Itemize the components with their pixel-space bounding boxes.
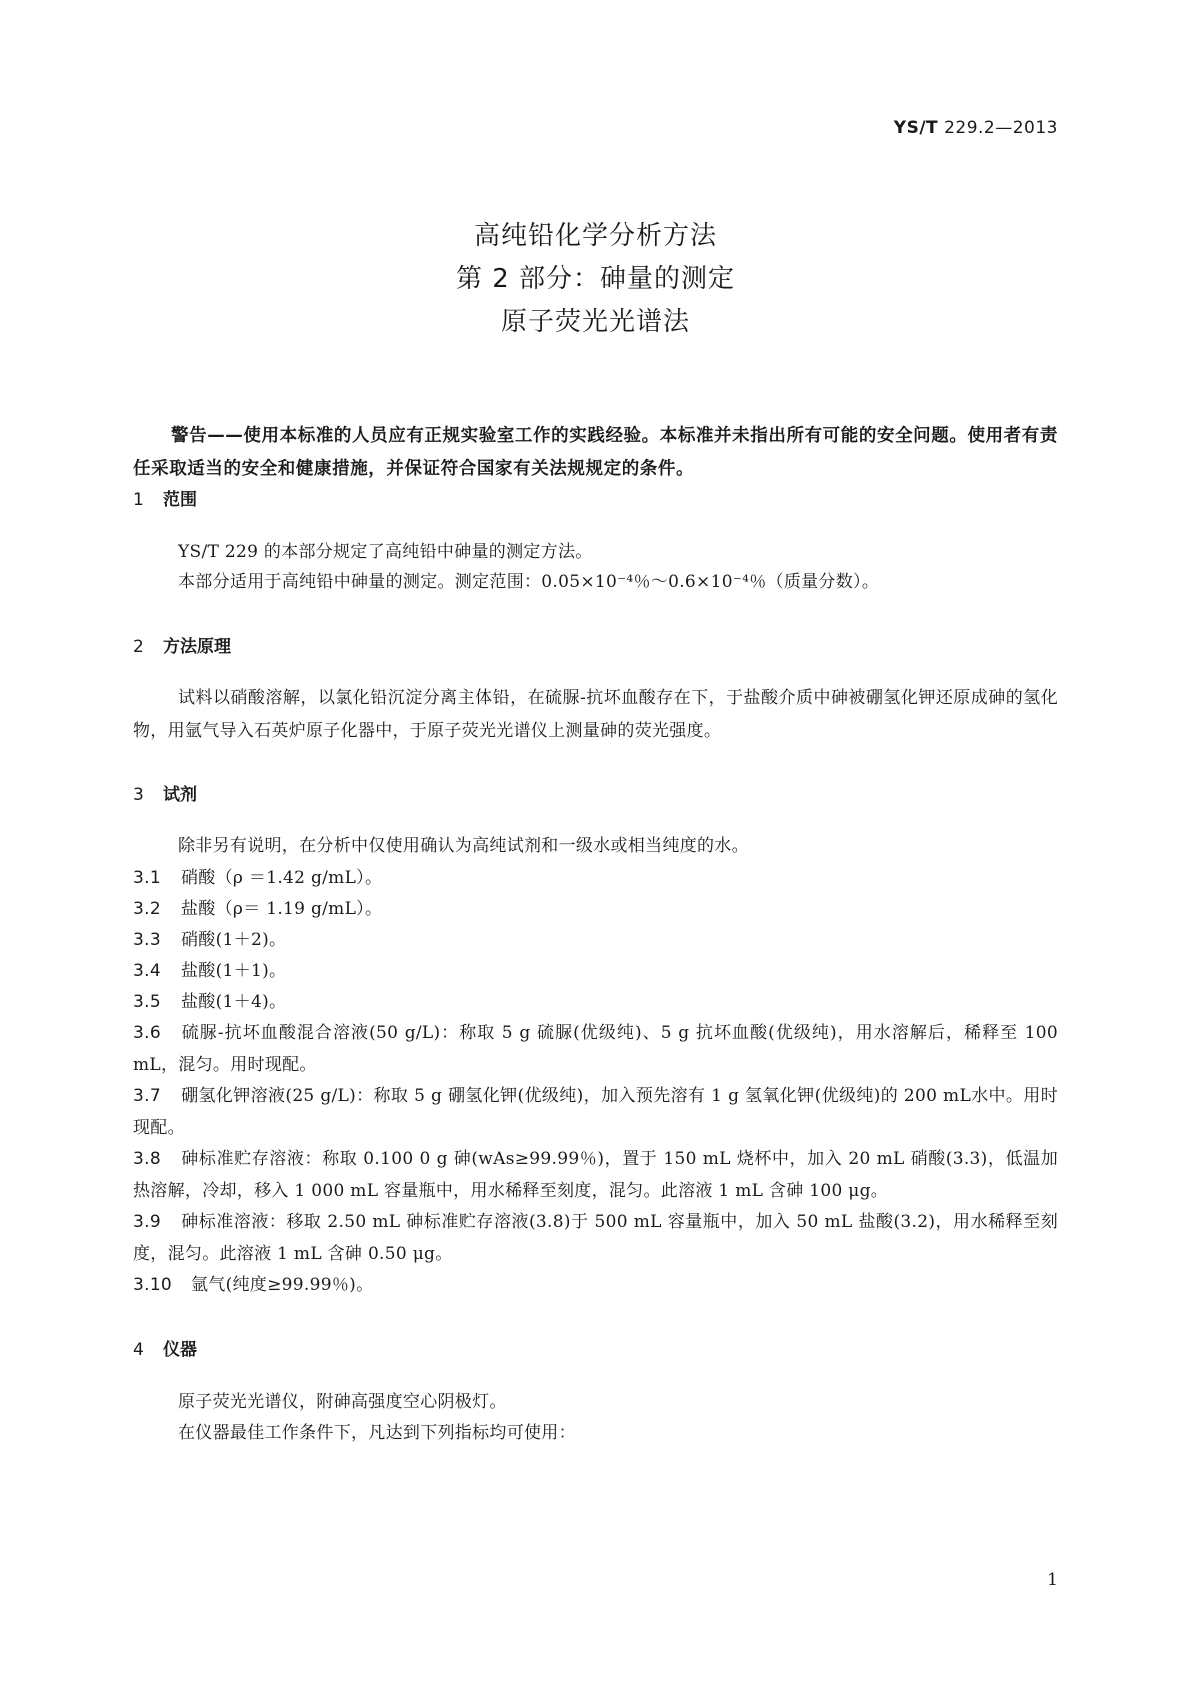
- standard-code-prefix: YS/T: [893, 118, 939, 138]
- reagent-item-number: 3.4: [133, 961, 161, 981]
- reagent-item: [133, 1080, 1058, 1144]
- reagent-item: [133, 1017, 1058, 1081]
- section-1-heading: [133, 485, 197, 510]
- section-4-heading: [133, 1335, 197, 1360]
- reagent-item-text: 氩气(纯度≥99.99％)。: [191, 1275, 374, 1295]
- section-1-number: 1: [133, 490, 144, 510]
- standard-code: [894, 118, 1058, 138]
- section-1-para-1: YS/T 229 的本部分规定了高纯铅中砷量的测定方法。: [178, 542, 593, 562]
- section-3-title: 试剂: [163, 785, 197, 805]
- standard-code-number: 229.2—2013: [944, 118, 1058, 138]
- reagent-item: [133, 955, 1058, 987]
- title-line-1: 高纯铅化学分析方法: [473, 221, 717, 251]
- reagent-item-number: 3.8: [133, 1149, 161, 1169]
- reagent-item-text: 硼氢化钾溶液(25 g/L)：称取 5 g 硼氢化钾(优级纯)，加入预先溶有 1 g 氢氧化钾(优级纯)的 200 mL水中。用时现配。: [133, 1086, 1058, 1138]
- section-4-para-1: 原子荧光光谱仪，附砷高强度空心阴极灯。: [178, 1392, 507, 1412]
- reagent-item: [133, 862, 1058, 894]
- reagent-item-number: 3.2: [133, 899, 161, 919]
- title-line-2: 第 2 部分：砷量的测定: [455, 264, 736, 294]
- reagent-item: [133, 986, 1058, 1018]
- reagent-item-number: 3.7: [133, 1086, 161, 1106]
- section-2-heading: [133, 632, 231, 657]
- reagent-item-number: 3.6: [133, 1023, 161, 1043]
- reagent-item-number: 3.10: [133, 1275, 173, 1295]
- section-3-number: 3: [133, 785, 144, 805]
- title-line-3: 原子荧光光谱法: [500, 307, 690, 337]
- section-3-intro: 除非另有说明，在分析中仅使用确认为高纯试剂和一级水或相当纯度的水。: [178, 836, 749, 856]
- section-2-title: 方法原理: [163, 637, 231, 657]
- reagent-item-text: 砷标准贮存溶液：称取 0.100 0 g 砷(wAs≥99.99％)，置于 150 mL 烧杯中，加入 20 mL 硝酸(3.3)，低温加热溶解，冷却，移入 1 000 mL 容量瓶中，用水稀释至刻度，混匀。此溶液 1 mL 含砷 100 μg。: [133, 1149, 1058, 1201]
- section-3-heading: [133, 780, 197, 805]
- reagent-item-number: 3.9: [133, 1212, 161, 1232]
- reagent-item-text: 砷标准溶液：移取 2.50 mL 砷标准贮存溶液(3.8)于 500 mL 容量瓶中，加入 50 mL 盐酸(3.2)，用水稀释至刻度，混匀。此溶液 1 mL 含砷 0.50 μg。: [133, 1212, 1058, 1264]
- reagent-item-text: 盐酸（ρ＝ 1.19 g/mL）。: [181, 899, 383, 919]
- reagent-item-text: 硝酸(1＋2)。: [181, 930, 287, 950]
- reagent-item-text: 盐酸(1＋4)。: [181, 992, 287, 1012]
- reagent-item: [133, 1269, 1058, 1301]
- reagent-item: [133, 924, 1058, 956]
- reagent-item-text: 硝酸（ρ ＝1.42 g/mL）。: [181, 868, 383, 888]
- section-2-para-1: 试料以硝酸溶解，以氯化铅沉淀分离主体铅，在硫脲-抗坏血酸存在下，于盐酸介质中砷被硼氢化钾还原成砷的氢化物，用氩气导入石英炉原子化器中，于原子荧光光谱仪上测量砷的荧光强度。: [133, 688, 1058, 741]
- reagent-item-number: 3.3: [133, 930, 161, 950]
- section-4-number: 4: [133, 1340, 144, 1360]
- page-number: 1: [1047, 1570, 1058, 1590]
- section-1-para-2: 本部分适用于高纯铅中砷量的测定。测定范围：0.05×10⁻⁴％～0.6×10⁻⁴％（质量分数）。: [178, 572, 880, 592]
- reagent-item-text: 硫脲-抗坏血酸混合溶液(50 g/L)：称取 5 g 硫脲(优级纯)、5 g 抗坏血酸(优级纯)，用水溶解后，稀释至 100 mL，混匀。用时现配。: [133, 1023, 1058, 1075]
- section-4-para-2: 在仪器最佳工作条件下，凡达到下列指标均可使用：: [178, 1423, 576, 1443]
- reagent-item-number: 3.1: [133, 868, 161, 888]
- section-2-number: 2: [133, 637, 144, 657]
- reagent-item: [133, 893, 1058, 925]
- document-title: [0, 215, 1191, 344]
- section-1-title: 范围: [163, 490, 197, 510]
- reagent-item-number: 3.5: [133, 992, 161, 1012]
- reagent-item: [133, 1143, 1058, 1207]
- reagent-item: [133, 1206, 1058, 1270]
- reagent-item-text: 盐酸(1＋1)。: [181, 961, 287, 981]
- warning-paragraph: 警告——使用本标准的人员应有正规实验室工作的实践经验。本标准并未指出所有可能的安全问题。使用者有责任采取适当的安全和健康措施，并保证符合国家有关法规规定的条件。: [133, 426, 1058, 479]
- section-4-title: 仪器: [163, 1340, 197, 1360]
